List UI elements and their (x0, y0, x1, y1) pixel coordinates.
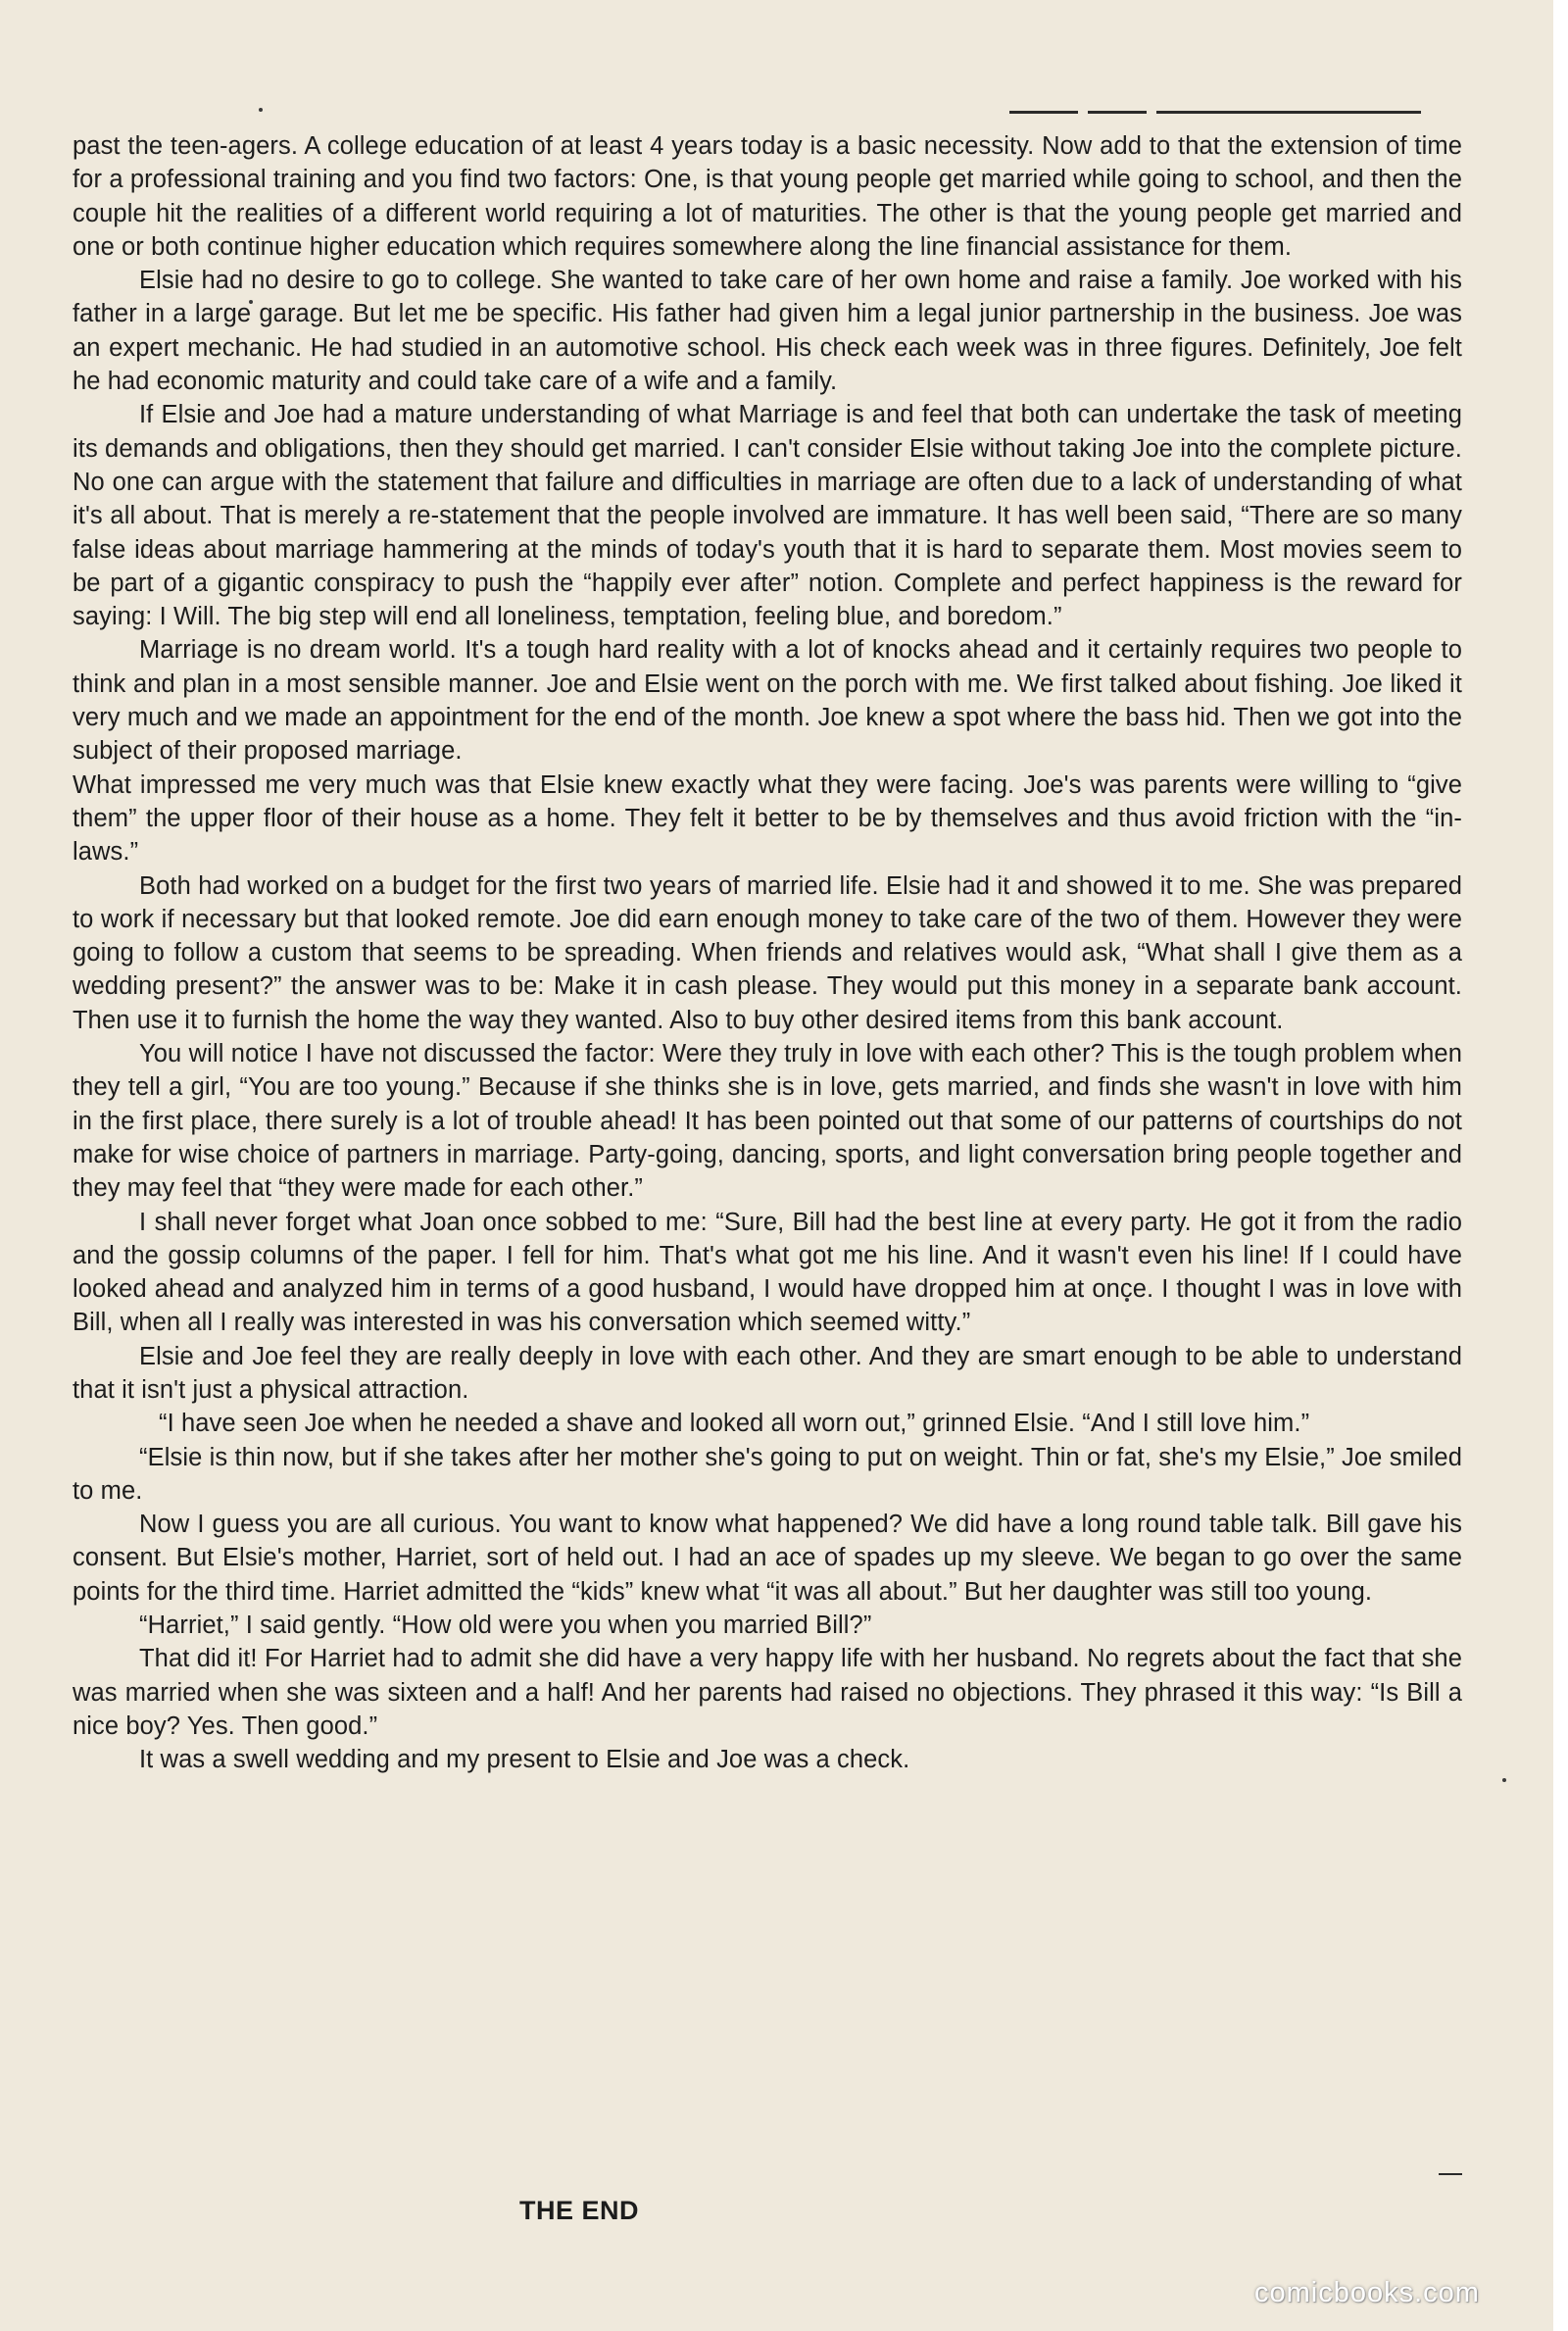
page-edge (1553, 0, 1568, 2331)
paragraph: It was a swell wedding and my present to Elsie and Joe was a check. (139, 1746, 910, 1774)
paragraph: I shall never forget what Joan once sobbed to me: “Sure, Bill had the best line at every party. He got it from the radio and the gossip columns of the paper. I fell for him. That's what got me his line. And it wasn't even his line! If I could have looked ahead and analyzed him in terms of a good husband, I would have dropped him at once. I thought I was in love with Bill, when all I really was interested in was his conversation which seemed witty.” (73, 1208, 1462, 1337)
print-speck (1502, 1778, 1506, 1782)
paragraph: Elsie had no desire to go to college. She wanted to take care of her own home and raise a family. Joe worked with his father in a large garage. But let me be specific. His father had given him a legal junior partnership in the business. Joe was an expert mechanic. He had studied in an automotive school. His check each week was in three figures. Definitely, Joe felt he had economic maturity and could take care of a wife and a family. (73, 267, 1462, 396)
paragraph: “Harriet,” I said gently. “How old were you when you married Bill?” (139, 1612, 872, 1640)
paragraph: “Elsie is thin now, but if she takes after her mother she's going to put on weight. Thin or fat, she's my Elsie,” Joe smiled to me. (73, 1443, 1462, 1505)
paragraph: You will notice I have not discussed the factor: Were they truly in love with each other? This is the tough problem when they tell a girl, “You are too young.” Because if she thinks she is in love, gets married, and finds she wasn't in love with him in the first place, there surely is a lot of trouble ahead! It has been pointed out that some of our patterns of courtships do not make for wise choice of partners in marriage. Party-going, dancing, sports, and light conversation bring people together and they may feel that “they were made for each other.” (73, 1040, 1462, 1203)
paragraph: “I have seen Joe when he needed a shave and looked all worn out,” grinned Elsie. “And I still love him.” (159, 1410, 1310, 1438)
paragraph: That did it! For Harriet had to admit she did have a very happy life with her husband. No regrets about the fact that she was married when she was sixteen and a half! And her parents had raised no objections. They phrased it this way: “Is Bill a nice boy? Yes. Then good.” (73, 1645, 1462, 1740)
print-speck (259, 108, 263, 112)
top-rule-segment (1156, 111, 1421, 114)
paragraph: past the teen-agers. A college education of at least 4 years today is a basic necessity. Now add to that the extension of time for a professional training and you find two factors: One, is that young people get married while going to school, and then the couple hit the realities of a different world requiring a lot of maturities. The other is that the young people get married and one or both continue higher education which requires somewhere along the line financial assistance for them. (73, 132, 1462, 261)
the-end-heading: THE END (519, 2196, 640, 2225)
paragraph: Both had worked on a budget for the first two years of married life. Elsie had it and showed it to me. She was prepared to work if necessary but that looked remote. Joe did earn enough money to take care of the two of them. However they were going to follow a custom that seems to be spreading. When friends and relatives would ask, “What shall I give them as a wedding present?” the answer was to be: Make it in cash please. They would put this money in a separate bank account. Then use it to furnish the home the way they wanted. Also to buy other desired items from this bank account. (73, 871, 1462, 1034)
top-rule-segment (1088, 111, 1147, 114)
paragraph: Marriage is no dream world. It's a tough hard reality with a lot of knocks ahead and it certainly requires two people to think and plan in a most sensible manner. Joe and Elsie went on the porch with me. We first talked about fishing. Joe liked it very much and we made an appointment for the end of the month. Joe knew a spot where the bass hid. Then we got into the subject of their proposed marriage. (73, 636, 1462, 766)
site-watermark: comicbooks.com (1254, 2277, 1480, 2308)
paragraph: If Elsie and Joe had a mature understanding of what Marriage is and feel that both can undertake the task of meeting its demands and obligations, then they should get married. I can't consider Elsie without taking Joe into the complete picture. No one can argue with the statement that failure and difficulties in marriage are often due to a lack of understanding of what it's all about. That is merely a re-statement that the people involved are immature. It has well been said, “There are so many false ideas about marriage hammering at the minds of today's youth that it is hard to separate them. Most movies seem to be part of a gigantic conspiracy to push the “happily ever after” notion. Complete and perfect happiness is the reward for saying: I Will. The big step will end all loneliness, temptation, feeling blue, and boredom.” (73, 401, 1462, 631)
story-text (73, 129, 1462, 1777)
paragraph: Elsie and Joe feel they are really deeply in love with each other. And they are smart enough to be able to understand that it isn't just a physical attraction. (73, 1342, 1462, 1404)
top-rule-segment (1009, 111, 1078, 114)
paragraph: What impressed me very much was that Elsie knew exactly what they were facing. Joe's was parents were willing to “give them” the upper floor of their house as a home. They felt it better to be by themselves and thus avoid friction with the “in-laws.” (73, 770, 1462, 867)
paragraph: Now I guess you are all curious. You want to know what happened? We did have a long round table talk. Bill gave his consent. But Elsie's mother, Harriet, sort of held out. I had an ace of spades up my sleeve. We began to go over the same points for the third time. Harriet admitted the “kids” knew what “it was all about.” But her daughter was still too young. (73, 1511, 1462, 1606)
end-dash (1439, 2173, 1462, 2175)
